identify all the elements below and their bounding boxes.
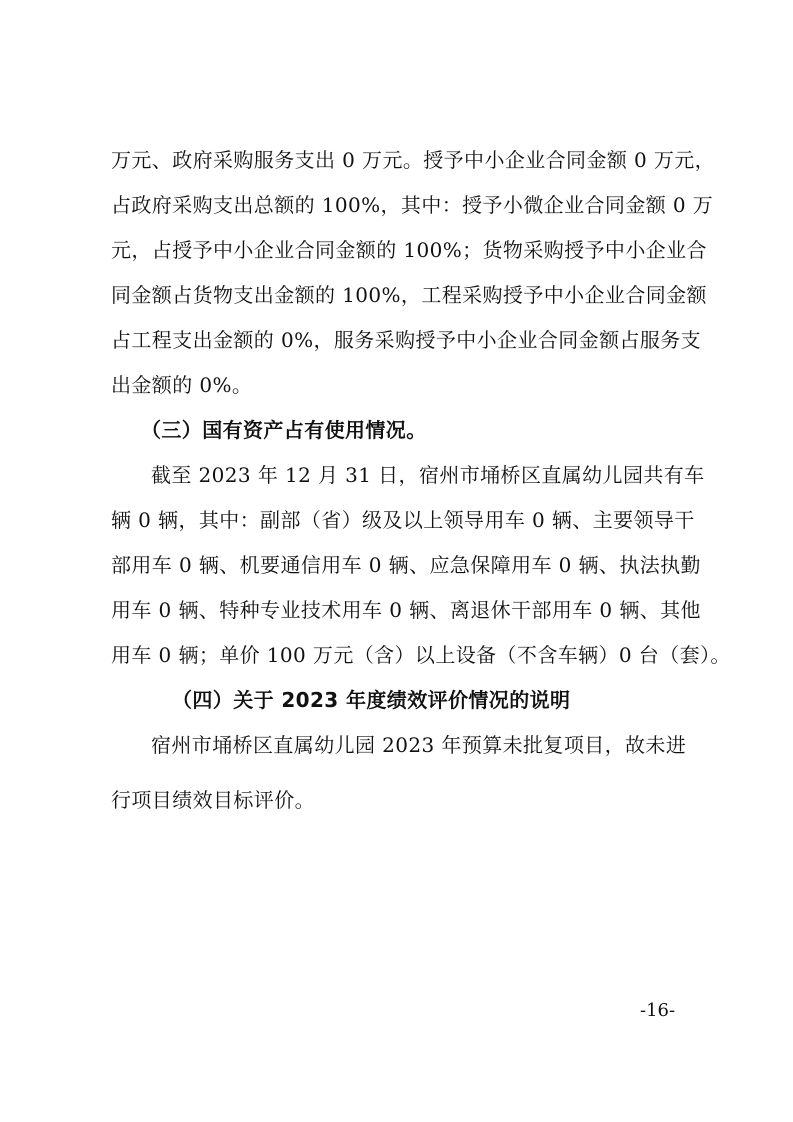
paragraph-line: 辆 0 辆，其中：副部（省）级及以上领导用车 0 辆、主要领导干 (111, 508, 695, 532)
paragraph-line: 出金额的 0%。 (111, 373, 253, 397)
paragraph-line: 部用车 0 辆、机要通信用车 0 辆、应急保障用车 0 辆、执法执勤 (111, 553, 701, 577)
paragraph-line: 占政府采购支出总额的 100%，其中：授予小微企业合同金额 0 万 (111, 193, 714, 217)
section-heading: （三）国有资产占有使用情况。 (141, 418, 427, 442)
paragraph-line: 行项目绩效目标评价。 (111, 788, 315, 812)
paragraph-line: 截至 2023 年 12 月 31 日，宿州市埇桥区直属幼儿园共有车 (151, 463, 705, 487)
paragraph-line: 用车 0 辆；单价 100 万元（含）以上设备（不含车辆）0 台（套）。 (111, 643, 731, 667)
paragraph-line: 同金额占货物支出金额的 100%，工程采购授予中小企业合同金额 (111, 283, 707, 307)
paragraph-line: 宿州市埇桥区直属幼儿园 2023 年预算未批复项目，故未进 (151, 733, 687, 757)
paragraph-line: 用车 0 辆、特种专业技术用车 0 辆、离退休干部用车 0 辆、其他 (111, 598, 701, 622)
paragraph-line: 万元、政府采购服务支出 0 万元。授予中小企业合同金额 0 万元， (111, 148, 716, 172)
paragraph-line: 元，占授予中小企业合同金额的 100%；货物采购授予中小企业合 (111, 238, 707, 262)
paragraph-line: 占工程支出金额的 0%，服务采购授予中小企业合同金额占服务支 (111, 328, 702, 352)
page-number: -16- (640, 1000, 676, 1021)
section-heading: （四）关于 2023 年度绩效评价情况的说明 (172, 688, 571, 712)
